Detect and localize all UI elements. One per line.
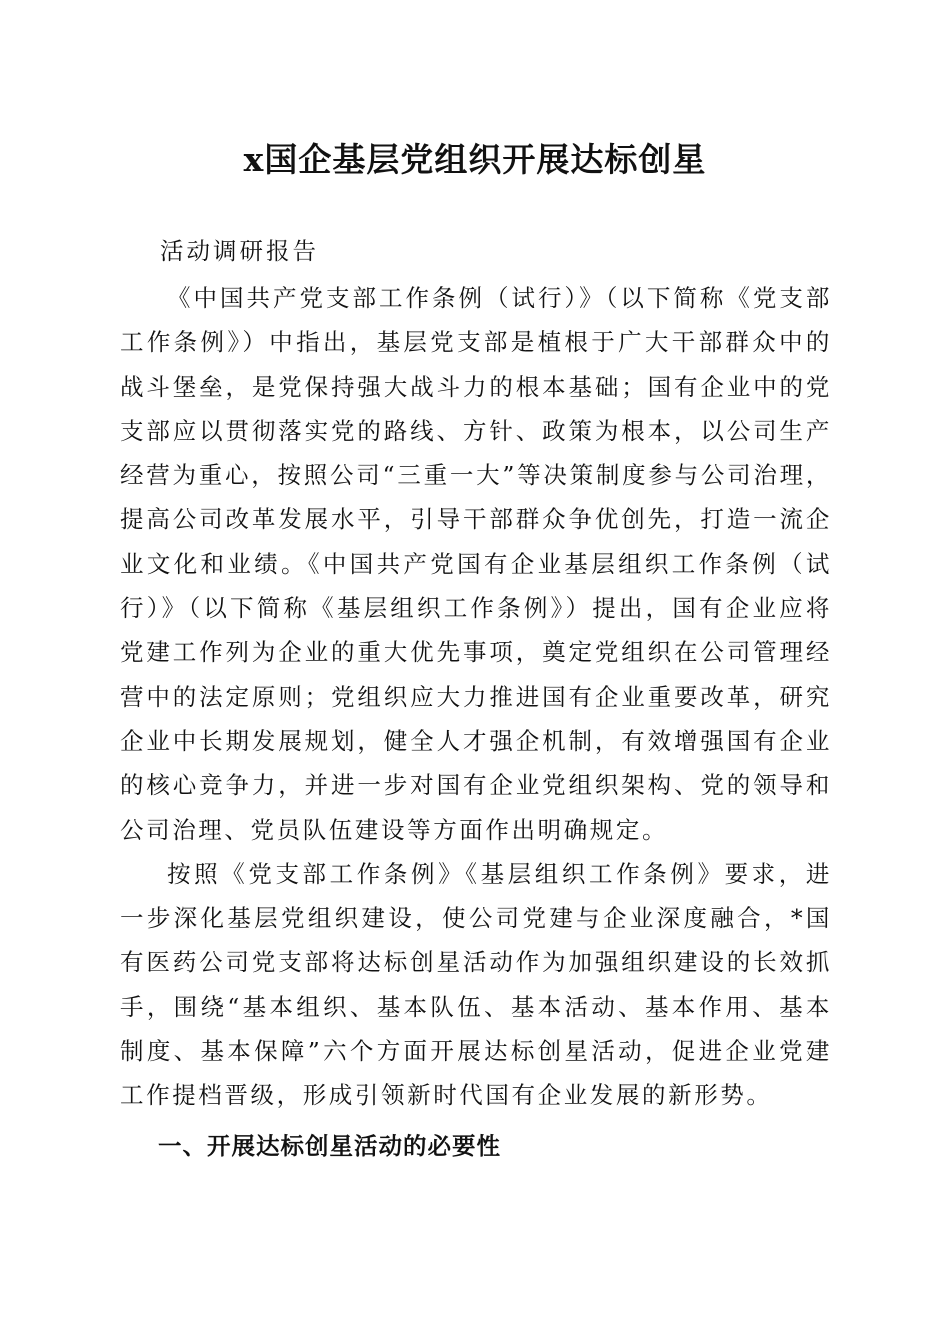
paragraph-1: 《中国共产党支部工作条例（试行）》（以下简称《党支部工作条例》）中指出，基层党支部是植根于广大干部群众中的战斗堡垒，是党保持强大战斗力的根本基础；国有企业中的党支部应以贯彻落实党的路线、方针、政策为根本，以公司生产经营为重心，按照公司“三重一大”等决策制度参与公司治理，提高公司改革发展水平，引导干部群众争优创先，打造一流企业文化和业绩。《中国共产党国有企业基层组织工作条例（试行）》（以下简称《基层组织工作条例》）提出，国有企业应将党建工作列为企业的重大优先事项，奠定党组织在公司管理经营中的法定原则；党组织应大力推进国有企业重要改革，研究企业中长期发展规划，健全人才强企机制，有效增强国有企业的核心竞争力，并进一步对国有企业党组织架构、党的领导和公司治理、党员队伍建设等方面作出明确规定。 — [120, 284, 832, 844]
document-body — [120, 276, 832, 1118]
section-heading: 一、开展达标创星活动的必要性 — [158, 1132, 501, 1160]
document-title: x国企基层党组织开展达标创星 — [243, 140, 707, 179]
document-subtitle: 活动调研报告 — [160, 237, 319, 265]
paragraph-2: 按照《党支部工作条例》《基层组织工作条例》要求，进一步深化基层党组织建设，使公司党建与企业深度融合，*国有医药公司党支部将达标创星活动作为加强组织建设的长效抓手，围绕“基本组织、基本队伍、基本活动、基本作用、基本制度、基本保障”六个方面开展达标创星活动，促进企业党建工作提档晋级，形成引领新时代国有企业发展的新形势。 — [120, 859, 832, 1110]
